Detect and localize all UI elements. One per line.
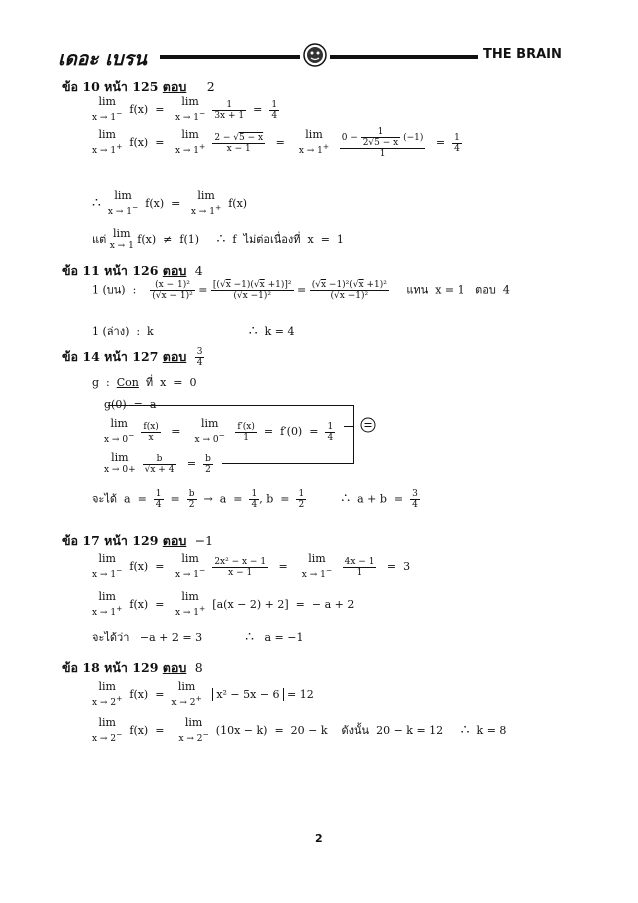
problem-10-line-1: lim x → 1− f(x) = lim x → 1− $\frac{1}{3x + 1}$ = $\frac{1}{4}$	[92, 95, 278, 123]
bracket-line-bottom	[222, 463, 354, 464]
problem-18-prefix: ข้อ 18 หน้า 129	[62, 660, 159, 675]
problem-14-title: ข้อ 14 หน้า 127 ตอบ $\frac{3}{4}$	[62, 347, 203, 368]
answer-label: ตอบ	[162, 660, 187, 675]
problem-18-line-2: lim x → 2− f(x) = lim x → 2− (10x − k) = 20 − k ดังนั้น 20 − k = 12 ∴ k = 8	[92, 716, 507, 744]
answer-label: ตอบ	[162, 263, 187, 278]
header-rule-left	[160, 55, 300, 59]
bracket-tick	[344, 426, 354, 427]
problem-17-line-2: lim x → 1+ f(x) = lim x → 1+ [a(x − 2) + 2] = − a + 2	[92, 590, 355, 618]
header-brand-text: THE BRAIN	[483, 47, 562, 62]
problem-11-line-2: 1 (ล่าง) : k ∴ k = 4	[92, 323, 295, 339]
answer-label: ตอบ	[162, 349, 187, 364]
problem-14-line-3: lim x → 0− $\frac{f(x)}{x}$ = lim x → 0− $\frac{f'(x)}{1}$ = f′(0) = $\frac{1}{4}$	[104, 417, 334, 445]
problem-18-line-1: lim x → 2+ f(x) = lim x → 2+ x² − 5x − 6 = 12	[92, 680, 314, 708]
problem-14-line-4: lim x → 0+ $\frac{b}{√x + 4}$ = $\frac{b}{2}$	[104, 451, 211, 475]
problem-11-title	[62, 261, 203, 281]
equality-bracket	[108, 405, 354, 464]
header-logo-text: เดอะ เบรน	[58, 48, 147, 70]
problem-17-answer: −1	[194, 533, 214, 548]
problem-17-line-3: จะได้ว่า −a + 2 = 3 ∴ a = −1	[92, 629, 304, 645]
answer-label: ตอบ	[162, 79, 187, 94]
problem-10-line-3: ∴ lim x → 1− f(x) = lim x → 1+ f(x)	[92, 189, 248, 217]
problem-10-title	[62, 77, 215, 97]
problem-18-answer: 8	[194, 660, 203, 675]
problem-11-line-1: 1 (บน) : $\frac{\text{(x − 1)²}}{\text{(√x − 1)²}}$ = $\frac{\text{[(√x −1)(√x +1)]²}}{\text{(√x −1)²}}$ = $\frac{\text{(√x −1)²(√x +1)²}}{\text{(√x −1)²}}$ แทน x = 1 ตอบ 4	[92, 280, 510, 301]
problem-14-prefix: ข้อ 14 หน้า 127	[62, 349, 159, 364]
problem-18-title	[62, 658, 203, 678]
problem-14-line-1: g : Con ที่ x = 0	[92, 376, 197, 389]
problem-10-answer: 2	[206, 79, 215, 94]
problem-10-line-2: lim x → 1+ f(x) = lim x → 1+ $\frac{2 - √5 - x}{x - 1}$ = lim x → 1+ 0 − $\frac{1}{2√5 - x}$ (−1) 1 = $\frac{1}{4}$	[92, 127, 460, 159]
problem-11-prefix: ข้อ 11 หน้า 126	[62, 263, 159, 278]
equals-circle-icon	[360, 417, 376, 437]
problem-14-line-2: g(0) = a	[104, 398, 157, 411]
header-rule-right	[330, 55, 478, 59]
problem-17-title	[62, 531, 213, 551]
problem-10-prefix: ข้อ 10 หน้า 125	[62, 79, 159, 94]
bracket-line-right	[353, 405, 354, 463]
problem-17-line-1: lim x → 1− f(x) = lim x → 1− $\frac{\text{2x² − x − 1}}{x - 1}$ = lim x → 1− $\frac{4x - 1}{1}$ = 3	[92, 552, 411, 580]
problem-11-answer: 4	[194, 263, 203, 278]
problem-14-line-5: จะได้ a = $\frac{1}{4}$ = $\frac{b}{2}$ → a = $\frac{1}{4}$ , b = $\frac{1}{2}$ ∴ a + b = $\frac{3}{4}$	[92, 489, 418, 510]
answer-label: ตอบ	[162, 533, 187, 548]
problem-17-prefix: ข้อ 17 หน้า 129	[62, 533, 159, 548]
page-number: 2	[315, 832, 323, 845]
problem-10-line-4: แต่ lim x → 1 f(x) ≠ f(1) ∴ f ไม่ต่อเนื่องที่ x = 1	[92, 227, 344, 251]
brain-face-logo-icon	[303, 43, 327, 71]
